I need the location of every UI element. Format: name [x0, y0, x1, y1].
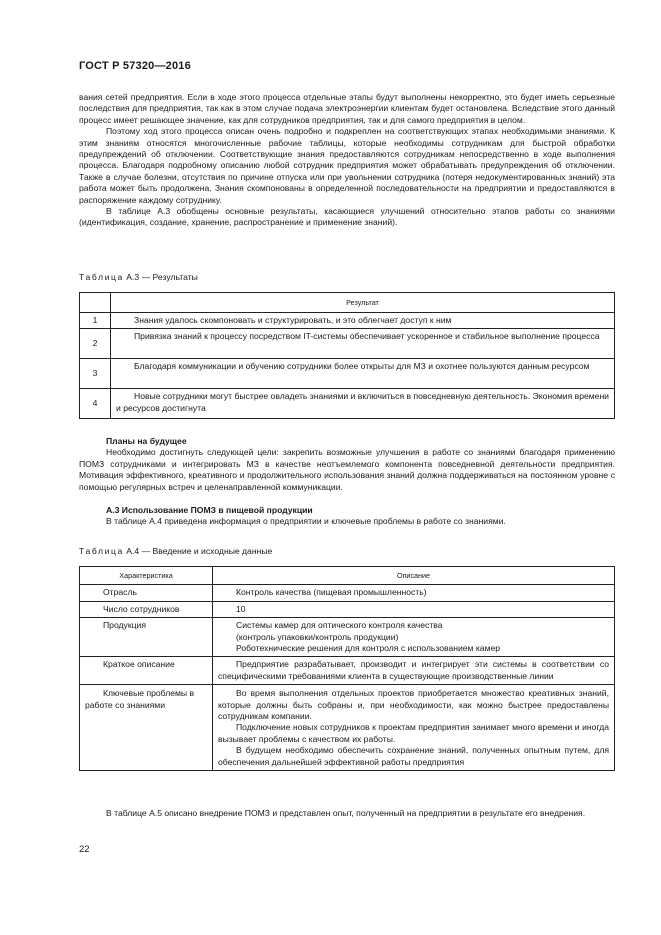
- row-description: [213, 618, 615, 657]
- description-line: Роботехнические решения для контроля с использованием камер: [236, 643, 501, 654]
- intro-paragraph-1: вания сетей предприятия. Если в ходе этого процесса отдельные этапы будут выполнены некорректно, это будет иметь серьезные последствия для предприятия, так как в этом случае подача электроэнергии клиентам будет остановлена. Вследствие этого данный процесс имеет решающее значение, как для сотрудников предприятия, так и для самого предприятия в целом.: [79, 92, 615, 125]
- table-row: [80, 685, 615, 771]
- table-header-description: Описание: [213, 567, 615, 585]
- page-number: 22: [79, 844, 90, 855]
- row-description: Предприятие разрабатывает, производит и интегрирует эти системы в соответствии со специфическими требованиями клиента в существующие производственные линии: [213, 657, 615, 685]
- plans-text: Необходимо достигнуть следующей цели: закрепить возможные улучшения в работе со знаниями благодаря применению ПОМЗ сотрудниками и интегрировать МЗ в качестве неотъемлемого компонента повседневной деятельности предприятия. Мотивация эффективного, креативного и продолжительного использования знаний должна поддерживаться на постоянном уровне с помощью регулярных встреч и целенаправленной коммуникации.: [79, 447, 615, 492]
- section-a3: [79, 505, 615, 528]
- caption-rest: А.3 — Результаты: [123, 272, 198, 282]
- table-row: [80, 313, 615, 329]
- closing-paragraph: В таблице А.5 описано внедрение ПОМЗ и представлен опыт, полученный на предприятии в результате его внедрения.: [106, 808, 586, 818]
- intro-paragraph-2: Поэтому ход этого процесса описан очень подробно и подкреплен на соответствующих этапах необходимыми знаниями. К этим знаниям относятся многочисленные рабочие таблицы, которые необходимы сотрудникам для быстрой обработки предупреждений об отключении. Соответствующие знания предоставляются сотрудникам непосредственно в ходе выполнения процесса. Благодаря подробному описанию любой сотрудник предприятия может обрабатывать предупреждения об отключении. Также в случае болезни, отсутствия по причине отпуска или при увольнении сотрудника (потеря недокументированных знаний) эта работа может быть продолжена. Знания скомпонованы в определенной последовательности на предприятии и предоставляются в распоряжение каждому сотруднику.: [79, 126, 615, 205]
- caption-prefix: Таблица: [79, 546, 124, 556]
- standard-header: ГОСТ Р 57320—2016: [79, 60, 191, 72]
- table-row: [80, 601, 615, 617]
- table-header-result: Результат: [111, 293, 615, 313]
- table-header-blank: [80, 293, 111, 313]
- plans-heading: Планы на будущее: [106, 436, 187, 446]
- section-text: В таблице А.4 приведена информация о предприятии и ключевые проблемы в работе со знаниями.: [106, 516, 506, 527]
- description-line: Системы камер для оптического контроля качества: [236, 620, 443, 631]
- table-row: [80, 359, 615, 389]
- intro-data-table: [79, 566, 615, 771]
- table-row: [80, 585, 615, 601]
- row-text: Благодаря коммуникации и обучению сотрудники более открыты для МЗ и охотнее пользуются данным ресурсом: [111, 359, 615, 389]
- table-a4-caption: [79, 546, 272, 557]
- description-line: Во время выполнения отдельных проектов приобретается множество креативных знаний, которые должны быть собраны и, при необходимости, как можно быстрее предоставлены сотрудникам компании.: [218, 688, 609, 722]
- row-number: 3: [80, 359, 111, 389]
- caption-prefix: Таблица: [79, 272, 124, 282]
- plans-section: [79, 436, 615, 493]
- table-row: [80, 389, 615, 419]
- caption-rest: А.4 — Введение и исходные данные: [123, 546, 273, 556]
- table-a3-caption: [79, 272, 198, 283]
- row-text: Новые сотрудники могут быстрее овладеть знаниями и включиться в повседневную деятельность. Экономия времени и ресурсов достигнута: [111, 389, 615, 419]
- row-label: Отрасль: [80, 585, 213, 601]
- row-number: 2: [80, 329, 111, 359]
- row-label: Краткое описание: [80, 657, 213, 685]
- row-number: 4: [80, 389, 111, 419]
- description-line: В будущем необходимо обеспечить сохранение знаний, полученных опытным путем, для обеспечения дальнейшей эффективной работы предприятия: [218, 745, 609, 767]
- table-header-characteristic: Характеристика: [80, 567, 213, 585]
- row-text: Привязка знаний к процессу посредством IT-системы обеспечивает ускоренное и стабильное выполнение процесса: [111, 329, 615, 359]
- section-heading: А.3 Использование ПОМЗ в пищевой продукции: [106, 505, 313, 515]
- table-row: [80, 657, 615, 685]
- table-row: [80, 329, 615, 359]
- intro-paragraph-3: В таблице А.3 обобщены основные результаты, касающиеся улучшений относительно этапов работы со знаниями (идентификация, создание, хранение, распространение и применение знаний).: [79, 206, 615, 228]
- row-label: Ключевые проблемы в работе со знаниями: [80, 685, 213, 771]
- description-line: Подключение новых сотрудников к проектам предприятия занимает много времени и иногда вызывает проблемы с качеством их работы.: [218, 722, 609, 744]
- description-line: (контроль упаковки/контроль продукции): [236, 631, 399, 642]
- row-label: Продукция: [80, 618, 213, 657]
- row-description: Контроль качества (пищевая промышленность): [213, 585, 615, 601]
- table-row: [80, 618, 615, 657]
- row-text: Знания удалось скомпоновать и структурировать, и это облегчает доступ к ним: [111, 313, 615, 329]
- row-number: 1: [80, 313, 111, 329]
- row-label: Число сотрудников: [80, 601, 213, 617]
- results-table: [79, 292, 615, 419]
- row-description: [213, 685, 615, 771]
- intro-text: [79, 92, 615, 229]
- row-description: 10: [213, 601, 615, 617]
